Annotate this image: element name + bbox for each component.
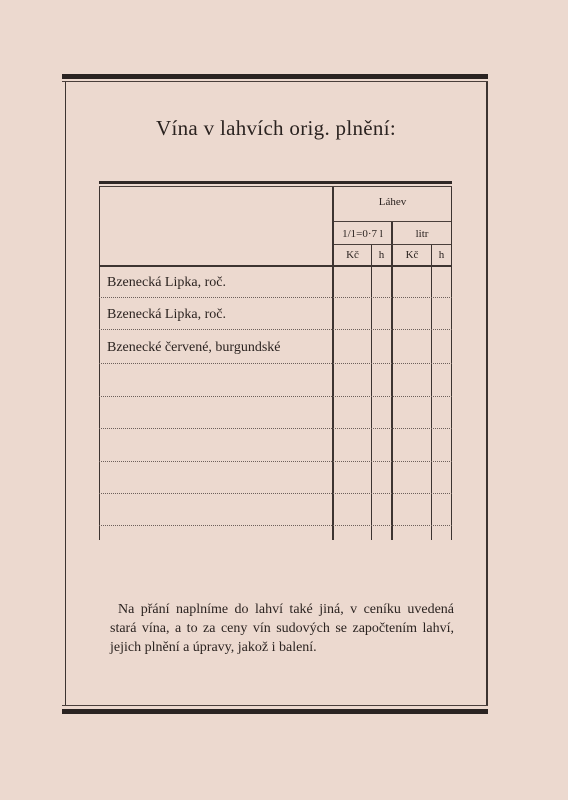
header-h-label-left: h (378, 249, 385, 261)
row-separator (99, 428, 452, 429)
right-border-line (486, 82, 488, 706)
row-separator (99, 396, 452, 397)
wine-price-table (99, 181, 452, 540)
header-bottle-size-label: 1/1=0·7 l (342, 228, 383, 240)
page-title: Vína v lahvích orig. plnění: (156, 116, 396, 140)
row-separator (99, 329, 452, 330)
row-separator (99, 363, 452, 364)
left-border-line (65, 82, 66, 706)
header-kc-label-left: Kč (346, 249, 359, 261)
table-kc-h-divider-right (431, 245, 432, 540)
table-top-rule (99, 181, 452, 184)
header-h-label-right: h (438, 249, 445, 261)
header-bottom-rule (99, 265, 452, 267)
header-sub-line (334, 244, 451, 245)
bottling-note: Na přání naplníme do lahví také jiná, v ceníku uvedená stará vína, a to za ceny vín sudových se započtením lahví, jejich plnění a úpravy, jakož i balení. (110, 602, 454, 655)
row-separator (99, 525, 452, 526)
row-separator (99, 461, 452, 462)
wine-row-3-label: Bzenecké červené, burgundské (107, 340, 281, 355)
top-border-thin-rule (62, 81, 488, 82)
wine-row-1-label: Bzenecká Lipka, roč. (107, 275, 226, 290)
bottom-border-rule (62, 709, 488, 714)
header-group-line (334, 221, 451, 222)
table-kc-h-divider-left (371, 245, 372, 540)
top-border-rule (62, 74, 488, 79)
header-kc-label-right: Kč (405, 249, 419, 261)
wine-row-2-label: Bzenecká Lipka, roč. (107, 307, 226, 322)
bottom-border-thin-rule (62, 705, 488, 706)
header-litre-label: litr (415, 228, 429, 240)
header-bottle-label: Láhev (378, 196, 407, 208)
table-top-thin-rule (99, 186, 452, 187)
row-separator (99, 493, 452, 494)
row-separator (99, 297, 452, 298)
